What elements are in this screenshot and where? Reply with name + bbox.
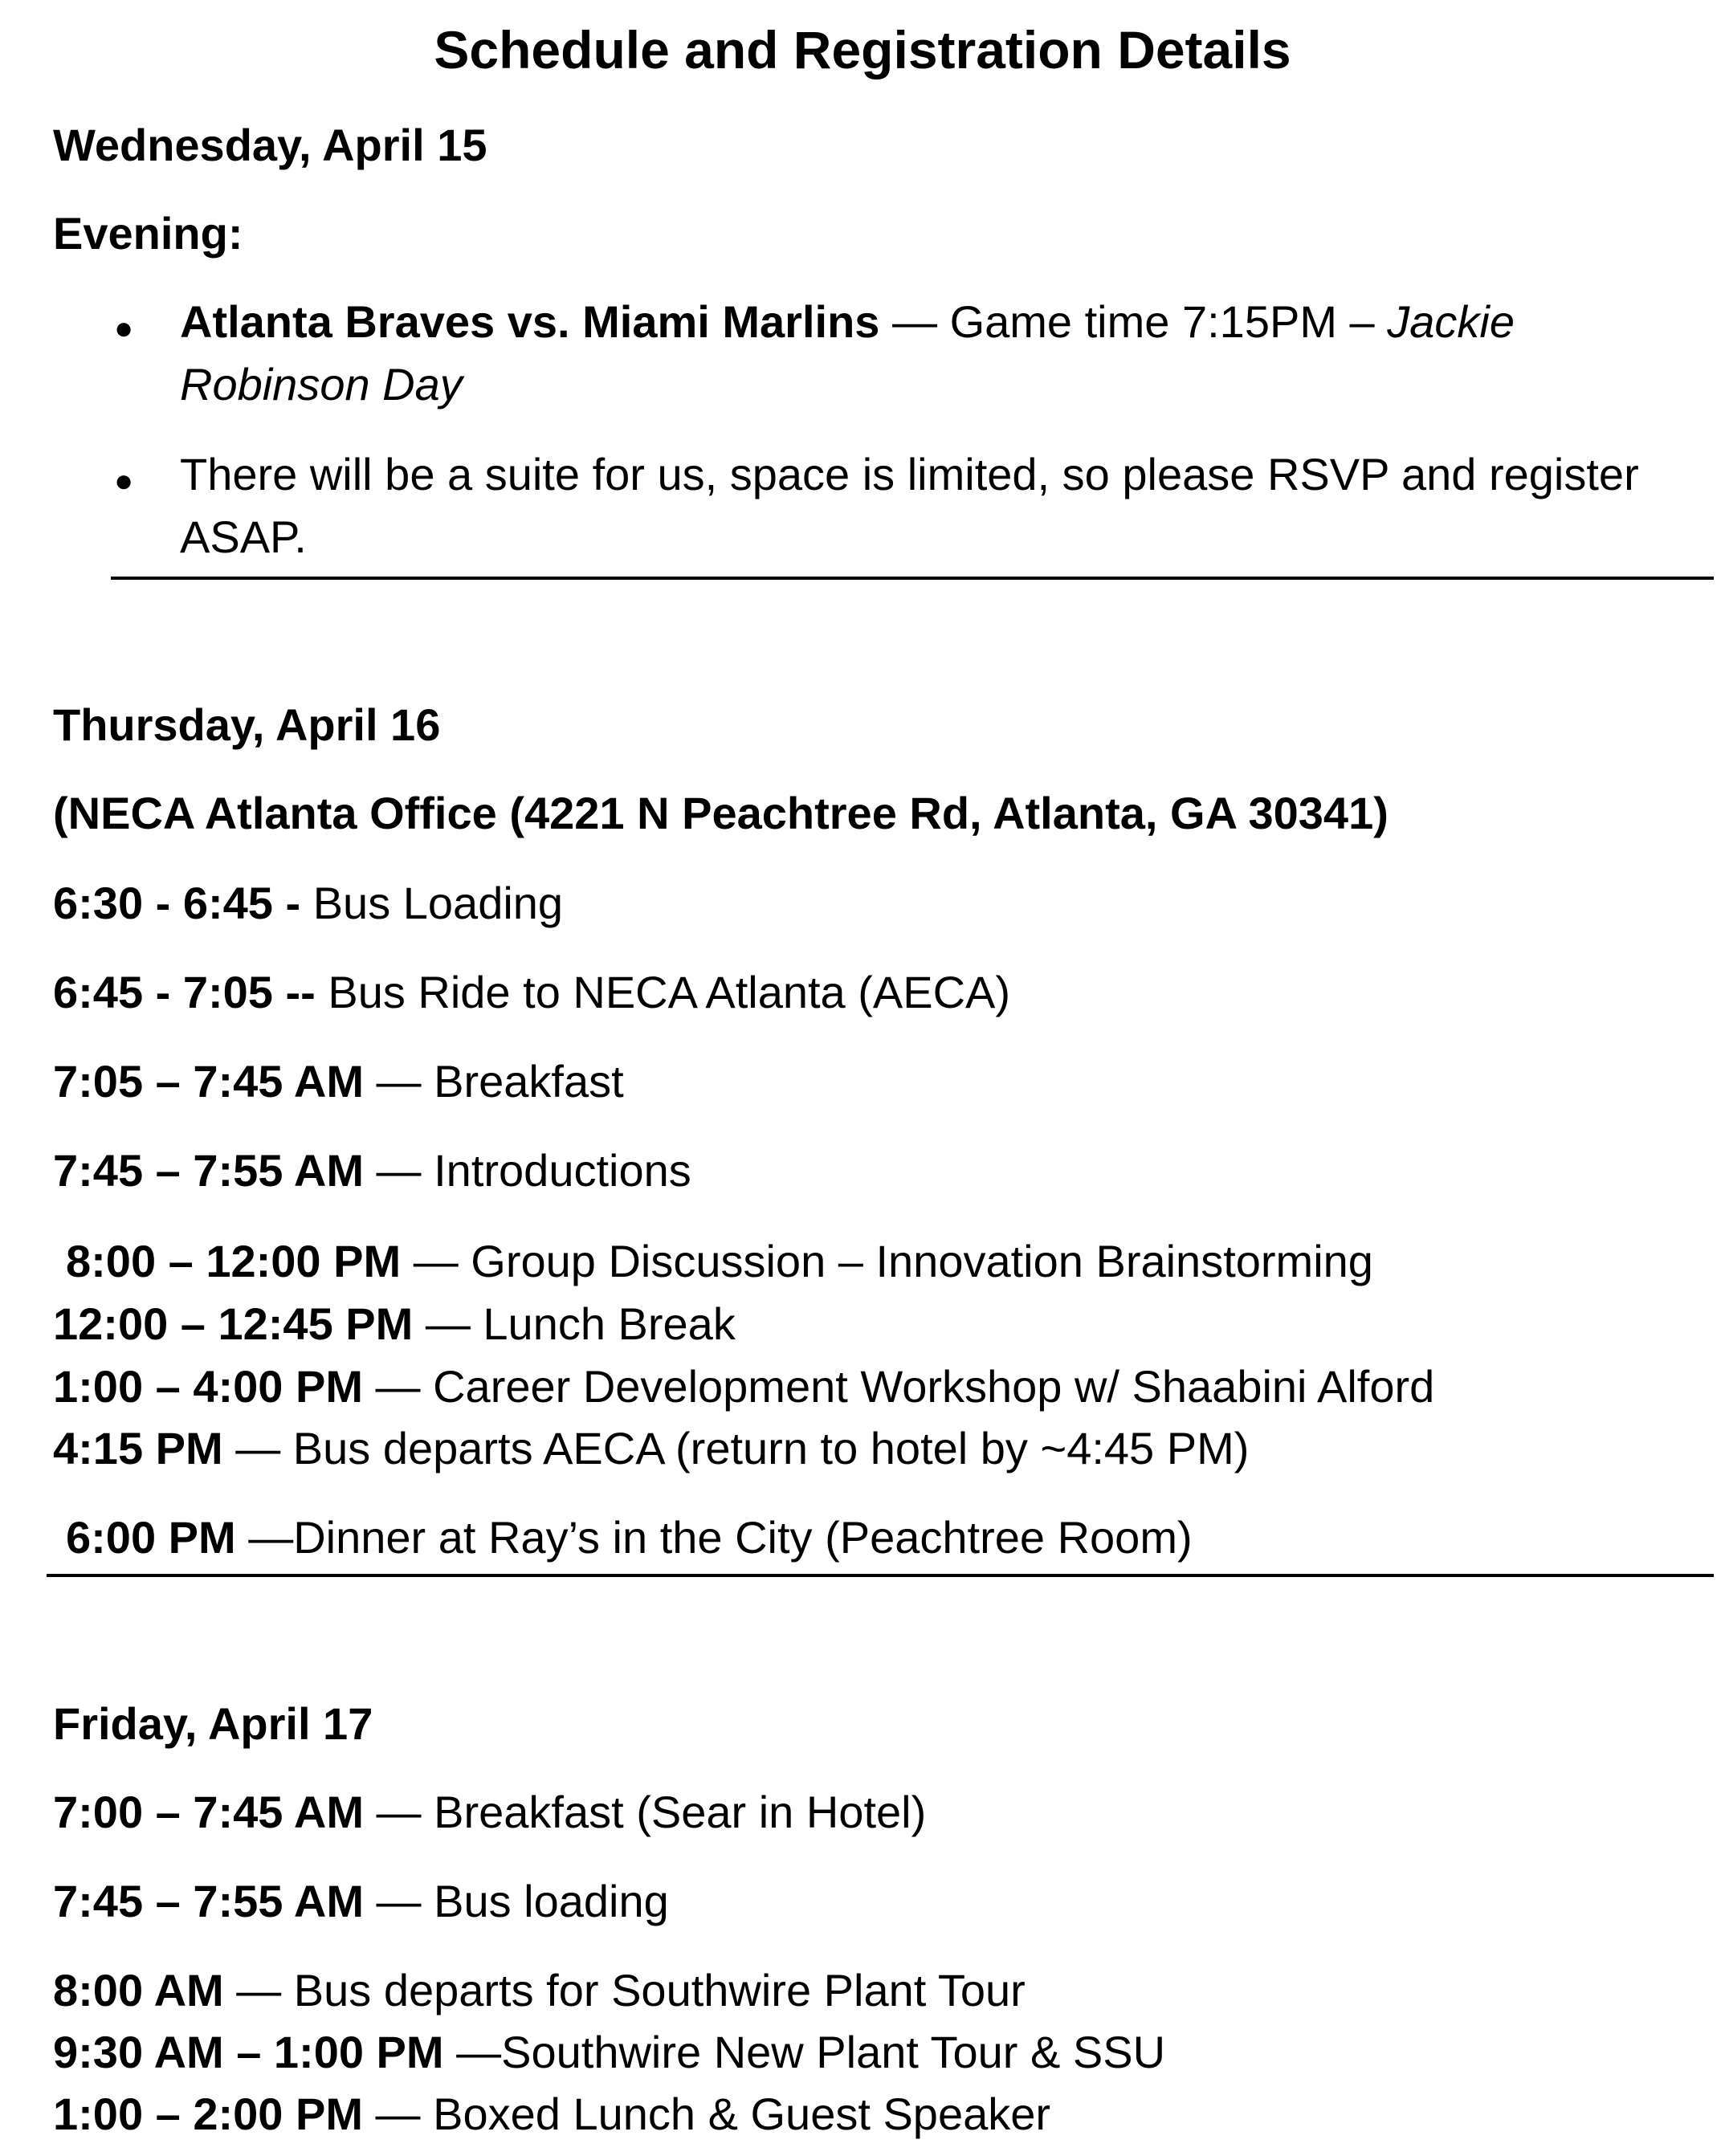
item-text: Bus Loading [312, 878, 564, 928]
bullet-game [180, 291, 1682, 416]
schedule-item [53, 1296, 736, 1352]
schedule-item [66, 1510, 1193, 1566]
item-time: 9:30 AM – 1:00 PM [53, 2027, 444, 2077]
item-time: 1:00 – 4:00 PM [53, 1361, 363, 1412]
item-text: — Breakfast (Sear in Hotel) [364, 1787, 927, 1837]
schedule-item [53, 1784, 926, 1840]
bullet-icon: ● [114, 463, 134, 499]
schedule-item [53, 875, 563, 931]
item-text: Bus Ride to NECA Atlanta (AECA) [328, 967, 1011, 1017]
friday-heading: Friday, April 17 [53, 1698, 373, 1749]
item-text: — Lunch Break [413, 1298, 736, 1349]
item-time: 8:00 AM [53, 1965, 224, 2015]
item-time: 1:00 – 2:00 PM [53, 2089, 363, 2139]
item-text: —Southwire New Plant Tour & SSU [443, 2027, 1166, 2077]
item-text: — Breakfast [364, 1056, 624, 1107]
section-divider [47, 1574, 1714, 1577]
schedule-item [53, 1873, 669, 1930]
item-text: —Dinner at Ray’s in the City (Peachtree Room) [235, 1512, 1193, 1563]
item-text: — Introductions [364, 1145, 691, 1196]
item-time: 6:45 - 7:05 -- [53, 967, 328, 1017]
section-divider [111, 577, 1714, 580]
item-time: 12:00 – 12:45 PM [53, 1298, 414, 1349]
item-time: 7:45 – 7:55 AM [53, 1145, 364, 1196]
schedule-item [53, 1143, 691, 1199]
item-text: — Career Development Workshop w/ Shaabini Alford [362, 1361, 1435, 1412]
schedule-item [66, 1233, 1373, 1290]
item-time: 6:30 - 6:45 - [53, 878, 313, 928]
item-time: 6:00 PM [66, 1512, 236, 1563]
thursday-location: (NECA Atlanta Office (4221 N Peachtree Rd, Atlanta, GA 30341) [53, 788, 1389, 838]
schedule-item [53, 964, 1010, 1021]
item-text: — Group Discussion – Innovation Brainstorming [401, 1236, 1373, 1286]
item-time: 7:05 – 7:45 AM [53, 1056, 364, 1107]
wednesday-heading: Wednesday, April 15 [53, 120, 487, 170]
evening-subheading: Evening: [53, 208, 243, 259]
game-title: Atlanta Braves vs. Miami Marlins [180, 296, 880, 347]
schedule-item [53, 1359, 1434, 1415]
item-time: 7:45 – 7:55 AM [53, 1876, 364, 1926]
bullet-icon: ● [114, 311, 134, 346]
item-text: — Bus loading [364, 1876, 669, 1926]
item-time: 8:00 – 12:00 PM [66, 1236, 402, 1286]
item-text: — Bus departs AECA (return to hotel by ~4:45 PM) [222, 1423, 1250, 1473]
page-title: Schedule and Registration Details [434, 20, 1291, 79]
item-text: — Boxed Lunch & Guest Speaker [362, 2089, 1051, 2139]
item-time: 4:15 PM [53, 1423, 223, 1473]
schedule-item [53, 1420, 1249, 1477]
item-time: 7:00 – 7:45 AM [53, 1787, 364, 1837]
schedule-item [53, 1054, 624, 1110]
thursday-heading: Thursday, April 16 [53, 699, 441, 750]
game-time: — Game time 7:15PM – [879, 296, 1388, 347]
schedule-item [53, 2086, 1050, 2142]
game-theme: Jackie Robinson Day [180, 296, 1515, 410]
item-text: — Bus departs for Southwire Plant Tour [223, 1965, 1026, 2015]
bullet-suite: There will be a suite for us, space is limited, so please RSVP and register ASAP. [180, 449, 1639, 562]
schedule-item [53, 1962, 1026, 2019]
schedule-item [53, 2024, 1165, 2081]
